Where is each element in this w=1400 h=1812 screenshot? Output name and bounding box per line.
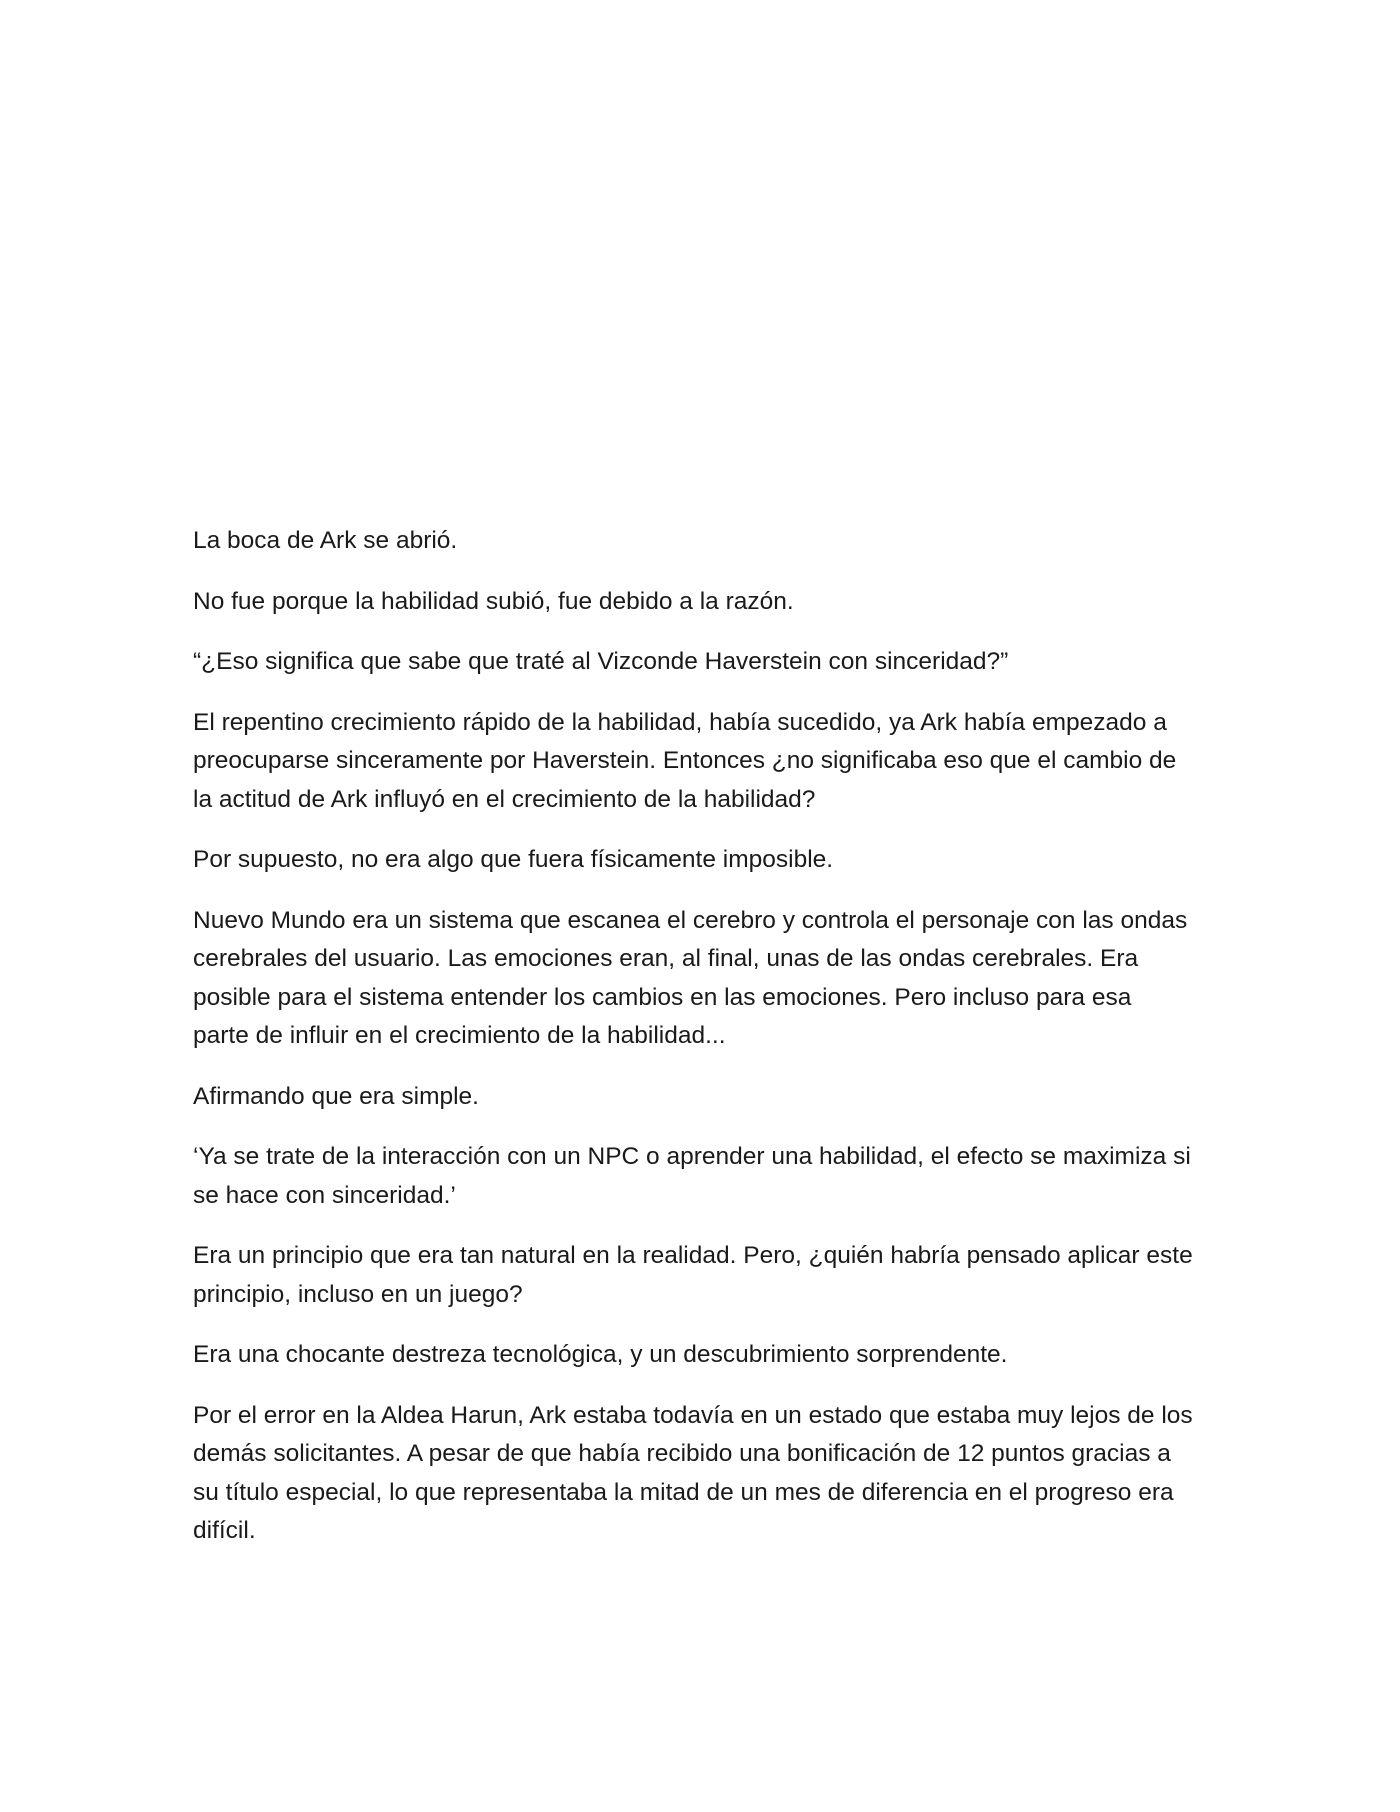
paragraph: El repentino crecimiento rápido de la habilidad, había sucedido, ya Ark había empezado a preocuparse sinceramente por Haverstein. Entonces ¿no significaba eso que el cambio de la actitud de Ark influyó en el crecimiento de la habilidad? bbox=[193, 708, 1177, 813]
paragraph: Por el error en la Aldea Harun, Ark estaba todavía en un estado que estaba muy lejos de los demás solicitantes. A pesar de que había recibido una bonificación de 12 puntos gracias a su título especial, lo que representaba la mitad de un mes de diferencia en el progreso era difícil. bbox=[193, 1401, 1193, 1544]
paragraph: Nuevo Mundo era un sistema que escanea el cerebro y controla el personaje con las ondas cerebrales del usuario. Las emociones eran, al final, unas de las ondas cerebrales. Era posible para el sistema entender los cambios en las emociones. Pero incluso para esa parte de influir en el crecimiento de la habilidad... bbox=[193, 906, 1188, 1049]
paragraph: “¿Eso significa que sabe que traté al Vizconde Haverstein con sinceridad?” bbox=[193, 648, 1009, 675]
paragraph: ‘Ya se trate de la interacción con un NPC o aprender una habilidad, el efecto se maximiza si se hace con sinceridad.’ bbox=[193, 1143, 1191, 1209]
paragraph: Por supuesto, no era algo que fuera físicamente imposible. bbox=[193, 846, 834, 873]
paragraph: Afirmando que era simple. bbox=[193, 1082, 479, 1110]
document-body bbox=[193, 522, 1193, 1573]
paragraph: No fue porque la habilidad subió, fue debido a la razón. bbox=[193, 587, 794, 615]
paragraph: La boca de Ark se abrió. bbox=[193, 527, 458, 554]
paragraph: Era una chocante destreza tecnológica, y un descubrimiento sorprendente. bbox=[193, 1341, 1008, 1368]
paragraph: Era un principio que era tan natural en la realidad. Pero, ¿quién habría pensado aplicar este principio, incluso en un juego? bbox=[193, 1242, 1193, 1308]
